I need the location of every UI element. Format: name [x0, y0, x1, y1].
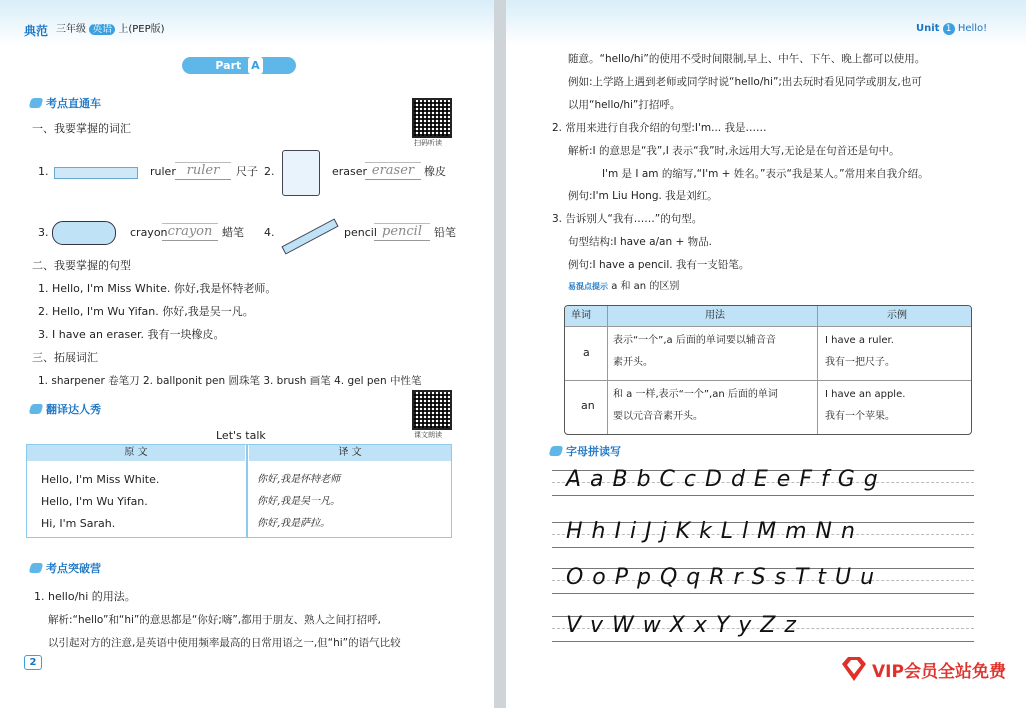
vocab-cn-3: 蜡笔 [222, 226, 244, 239]
sentence-3: 3. I have an eraser. 我有一块橡皮。 [38, 328, 225, 341]
unit-number-badge: 1 [943, 23, 955, 35]
left-page [0, 0, 494, 708]
unit-header: Unit 1 Hello! [916, 23, 988, 34]
tip-line [568, 280, 679, 294]
talk-cn-1: 你好,我是怀特老师 [257, 474, 341, 485]
vocab-word-4: pencil [344, 226, 377, 239]
qr-code-icon[interactable] [412, 98, 452, 138]
tip-text: a 和 an 的区别 [611, 281, 680, 292]
alphabet-row-4: V v W w X x Y y Z z [566, 613, 797, 638]
table-divider [246, 445, 248, 537]
body-line-7: 例句:I'm Liu Hong. 我是刘红。 [568, 190, 718, 202]
compare-usage-a-1: 表示“一个”,a 后面的单词要以辅音音 [613, 335, 776, 346]
handwriting-1: ruler [175, 162, 231, 180]
compare-table [564, 305, 972, 435]
compare-example-an-1: I have an apple. [825, 389, 906, 400]
vocab-num-2: 2. [264, 165, 275, 178]
sentence-1: 1. Hello, I'm Miss White. 你好,我是怀特老师。 [38, 282, 277, 295]
compare-usage-a-2: 素开头。 [613, 357, 653, 368]
vocab-heading: 一、我要掌握的词汇 [32, 122, 131, 135]
compare-head-example: 示例 [887, 310, 907, 321]
extend-words: 1. sharpener 卷笔刀 2. ballponit pen 圆珠笔 3. brush 画笔 4. gel pen 中性笔 [38, 375, 422, 387]
col-original: 原 文 [27, 445, 245, 461]
compare-example-an-2: 我有一个苹果。 [825, 411, 895, 422]
section-bar-icon [29, 404, 44, 414]
compare-word-an: an [581, 399, 595, 412]
compare-header [565, 306, 971, 326]
right-page [506, 0, 1026, 708]
compare-word-a: a [583, 346, 590, 359]
table-hline [565, 380, 971, 381]
watermark-text: VIP会员全站免费 [872, 661, 1006, 682]
section-title-4: 字母拼读写 [550, 443, 621, 459]
body-line-5: 解析:I 的意思是“我”,I 表示“我”时,永远用大写,无论是在句首还是句中。 [568, 145, 900, 157]
alphabet-row-3: O o P p Q q R r S s T t U u [566, 565, 876, 590]
grade-label: 三年级 英语 上(PEP版) [56, 24, 165, 35]
extend-heading: 三、拓展词汇 [32, 351, 98, 364]
qr-code-icon[interactable] [412, 390, 452, 430]
alphabet-row-2: H h I i J j K k L l M m N n [566, 519, 856, 544]
compare-head-word: 单词 [571, 310, 591, 321]
tip-label: 易混点提示 [568, 282, 608, 291]
vocab-num-1: 1. [38, 165, 49, 178]
eraser-icon [282, 150, 320, 196]
vocab-word-1: ruler [150, 165, 176, 178]
qr-label: 课文朗读 [414, 431, 442, 439]
compare-head-usage: 用法 [705, 310, 725, 321]
table-hline [565, 326, 971, 327]
vocab-word-2: eraser [332, 165, 368, 178]
body-line-10: 例句:I have a pencil. 我有一支铅笔。 [568, 259, 750, 271]
brand-logo: 典范 [24, 24, 49, 38]
alphabet-row-1: A a B b C c D d E e F f G g [566, 467, 879, 492]
talk-cn-2: 你好,我是吴一凡。 [257, 496, 341, 507]
talk-table [26, 444, 452, 538]
qr-label: 扫码听读 [414, 139, 442, 147]
pencil-icon [281, 218, 338, 254]
vocab-num-3: 3. [38, 226, 49, 239]
handwriting-2: eraser [365, 162, 421, 180]
compare-usage-an-2: 要以元音音素开头。 [613, 411, 703, 422]
vocab-num-4: 4. [264, 226, 275, 239]
section-title-3: 考点突破营 [30, 560, 101, 576]
point-1-line-1: 解析:“hello”和“hi”的意思都是“你好;嗨”,都用于朋友、熟人之间打招呼, [48, 614, 381, 626]
compare-example-a-1: I have a ruler. [825, 335, 894, 346]
ruler-icon [54, 167, 138, 179]
body-line-2: 例如:上学路上遇到老师或同学时说“hello/hi”;出去玩时看见同学或朋友,也可 [568, 76, 922, 88]
point-1-line-2: 以引起对方的注意,是英语中使用频率最高的日常用语之一,但“hi”的语气比较 [48, 637, 401, 649]
body-line-8: 3. 告诉别人“我有……”的句型。 [552, 213, 703, 225]
talk-en-1: Hello, I'm Miss White. [41, 473, 160, 486]
talk-title: Let's talk [216, 429, 266, 442]
point-1: 1. hello/hi 的用法。 [34, 590, 136, 603]
part-letter: A [248, 57, 263, 74]
body-line-1: 随意。“hello/hi”的使用不受时间限制,早上、中午、下午、晚上都可以使用。 [568, 53, 926, 65]
crayon-icon [52, 221, 116, 245]
talk-en-3: Hi, I'm Sarah. [41, 517, 116, 530]
compare-example-a-2: 我有一把尺子。 [825, 357, 895, 368]
part-banner: Part A [182, 57, 296, 74]
vocab-cn-2: 橡皮 [424, 165, 446, 178]
sentence-2: 2. Hello, I'm Wu Yifan. 你好,我是吴一凡。 [38, 305, 254, 318]
talk-cn-3: 你好,我是萨拉。 [257, 518, 331, 529]
sentence-heading: 二、我要掌握的句型 [32, 259, 131, 272]
compare-usage-an-1: 和 a 一样,表示“一个”,an 后面的单词 [613, 389, 778, 400]
vocab-word-3: crayon [130, 226, 168, 239]
col-translation: 译 文 [249, 445, 451, 461]
subject-badge: 英语 [89, 24, 115, 35]
body-line-4: 2. 常用来进行自我介绍的句型:I'm... 我是…… [552, 122, 767, 134]
handwriting-4: pencil [374, 223, 430, 241]
section-bar-icon [29, 563, 44, 573]
handwriting-3: crayon [162, 223, 218, 241]
section-bar-icon [29, 98, 44, 108]
vip-watermark[interactable] [838, 652, 1006, 686]
vocab-cn-1: 尺子 [236, 165, 258, 178]
page-number: 2 [24, 655, 42, 670]
diamond-icon [838, 654, 870, 684]
section-title-1: 考点直通车 [30, 95, 101, 111]
body-line-6: I'm 是 I am 的缩写,“I'm + 姓名。”表示“我是某人。”常用来自我介绍。 [602, 168, 929, 180]
section-title-2: 翻译达人秀 [30, 401, 101, 417]
section-bar-icon [549, 446, 564, 456]
body-line-9: 句型结构:I have a/an + 物品. [568, 236, 712, 248]
vocab-cn-4: 铅笔 [434, 226, 456, 239]
talk-en-2: Hello, I'm Wu Yifan. [41, 495, 148, 508]
body-line-3: 以用“hello/hi”打招呼。 [568, 99, 681, 111]
